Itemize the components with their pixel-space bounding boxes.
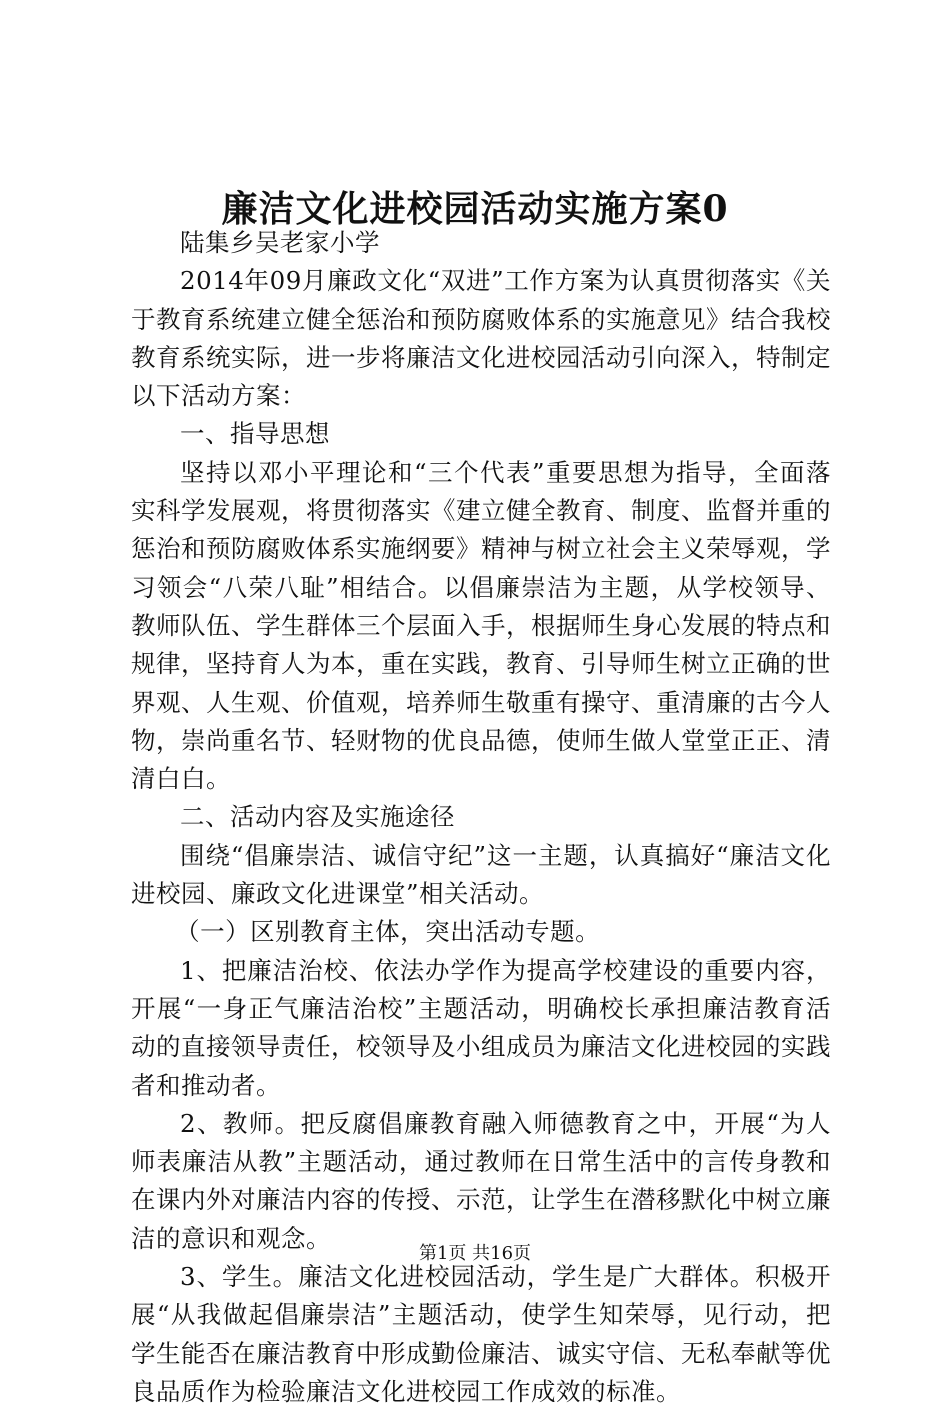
item-paragraph-3: 3、学生。廉洁文化进校园活动，学生是广大群体。积极开展“从我做起倡廉崇洁”主题活动，使学生知荣辱，见行动，把学生能否在廉洁教育中形成勤俭廉洁、诚实守信、无私奉献等优良品质作为检验廉洁文化进校园工作成效的标准。 — [131, 1262, 831, 1406]
page-number: 第1页 共16页 — [418, 1243, 532, 1264]
item-paragraph-1: 1、把廉洁治校、依法办学作为提高学校建设的重要内容，开展“一身正气廉洁治校”主题活动，明确校长承担廉洁教育活动的直接领导责任，校领导及小组成员为廉洁文化进校园的实践者和推动者。 — [131, 955, 831, 1100]
intro-paragraph: 2014年09月廉政文化“双进”工作方案为认真贯彻落实《关于教育系统建立健全惩治和预防腐败体系的实施意见》结合我校教育系统实际，进一步将廉洁文化进校园活动引向深入，特制定以下活动方案： — [131, 266, 831, 411]
document-title: 廉洁文化进校园活动实施方案0 — [221, 188, 729, 230]
section-heading-guiding-thought: 一、指导思想 — [180, 419, 330, 449]
document-body — [131, 224, 831, 1411]
activity-theme-paragraph: 围绕“倡廉崇洁、诚信守纪”这一主题，认真搞好“廉洁文化进校园、廉政文化进课堂”相关活动。 — [131, 840, 831, 909]
item-paragraph-2: 2、教师。把反腐倡廉教育融入师德教育之中，开展“为人师表廉洁从教”主题活动，通过教师在日常生活中的言传身教和在课内外对廉洁内容的传授、示范，让学生在潜移默化中树立廉洁的意识和观念。 — [131, 1108, 831, 1253]
school-name: 陆集乡吴老家小学 — [180, 228, 380, 257]
guiding-thought-paragraph: 坚持以邓小平理论和“三个代表”重要思想为指导，全面落实科学发展观，将贯彻落实《建立健全教育、制度、监督并重的惩治和预防腐败体系实施纲要》精神与树立社会主义荣辱观，学习领会“八荣八耻”相结合。以倡廉崇洁为主题，从学校领导、教师队伍、学生群体三个层面入手，根据师生身心发展的特点和规律，坚持育人为本，重在实践，教育、引导师生树立正确的世界观、人生观、价值观，培养师生敬重有操守、重清廉的古今人物，崇尚重名节、轻财物的优良品德，使师生做人堂堂正正、清清白白。 — [131, 457, 831, 794]
section-heading-activity-content: 二、活动内容及实施途径 — [180, 802, 455, 832]
subsection-heading: （一）区别教育主体，突出活动专题。 — [175, 917, 601, 947]
